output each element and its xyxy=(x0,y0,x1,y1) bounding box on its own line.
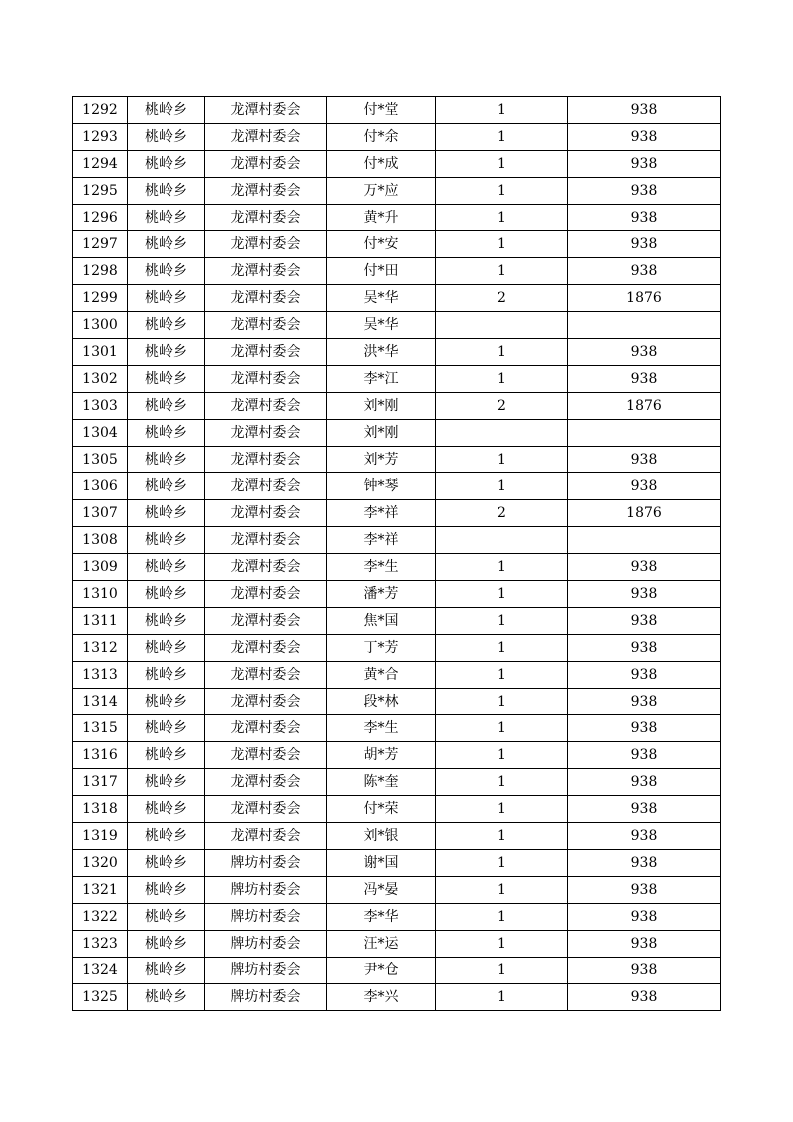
village-committee-cell: 龙潭村委会 xyxy=(205,823,327,850)
township-cell: 桃岭乡 xyxy=(128,930,205,957)
township-cell: 桃岭乡 xyxy=(128,796,205,823)
row-number-cell: 1308 xyxy=(73,527,128,554)
table-row xyxy=(73,688,721,715)
village-committee-cell: 龙潭村委会 xyxy=(205,123,327,150)
row-number-cell: 1301 xyxy=(73,339,128,366)
township-cell: 桃岭乡 xyxy=(128,500,205,527)
row-number-cell: 1320 xyxy=(73,849,128,876)
amount-cell: 938 xyxy=(568,823,721,850)
village-committee-cell: 龙潭村委会 xyxy=(205,500,327,527)
name-cell: 冯*晏 xyxy=(327,876,436,903)
name-cell: 付*堂 xyxy=(327,97,436,124)
table-row xyxy=(73,957,721,984)
row-number-cell: 1316 xyxy=(73,742,128,769)
village-committee-cell: 龙潭村委会 xyxy=(205,607,327,634)
amount-cell: 938 xyxy=(568,903,721,930)
name-cell: 胡*芳 xyxy=(327,742,436,769)
row-number-cell: 1293 xyxy=(73,123,128,150)
amount-cell: 938 xyxy=(568,930,721,957)
count-cell xyxy=(436,312,568,339)
table-row xyxy=(73,984,721,1011)
subsidy-table xyxy=(72,96,721,1011)
count-cell: 2 xyxy=(436,285,568,312)
village-committee-cell: 龙潭村委会 xyxy=(205,231,327,258)
count-cell: 1 xyxy=(436,339,568,366)
table-row xyxy=(73,419,721,446)
village-committee-cell: 龙潭村委会 xyxy=(205,365,327,392)
village-committee-cell: 龙潭村委会 xyxy=(205,742,327,769)
table-row xyxy=(73,769,721,796)
amount-cell xyxy=(568,527,721,554)
village-committee-cell: 龙潭村委会 xyxy=(205,177,327,204)
table-row xyxy=(73,500,721,527)
township-cell: 桃岭乡 xyxy=(128,419,205,446)
row-number-cell: 1311 xyxy=(73,607,128,634)
amount-cell: 938 xyxy=(568,446,721,473)
count-cell: 1 xyxy=(436,769,568,796)
count-cell: 1 xyxy=(436,258,568,285)
count-cell: 1 xyxy=(436,97,568,124)
amount-cell: 938 xyxy=(568,607,721,634)
row-number-cell: 1322 xyxy=(73,903,128,930)
name-cell: 万*应 xyxy=(327,177,436,204)
row-number-cell: 1313 xyxy=(73,661,128,688)
village-committee-cell: 牌坊村委会 xyxy=(205,957,327,984)
row-number-cell: 1312 xyxy=(73,634,128,661)
name-cell: 李*兴 xyxy=(327,984,436,1011)
township-cell: 桃岭乡 xyxy=(128,581,205,608)
amount-cell: 938 xyxy=(568,876,721,903)
row-number-cell: 1306 xyxy=(73,473,128,500)
table-row xyxy=(73,823,721,850)
count-cell: 1 xyxy=(436,446,568,473)
township-cell: 桃岭乡 xyxy=(128,177,205,204)
township-cell: 桃岭乡 xyxy=(128,258,205,285)
count-cell: 1 xyxy=(436,123,568,150)
amount-cell: 938 xyxy=(568,984,721,1011)
table-row xyxy=(73,392,721,419)
table-body xyxy=(73,97,721,1011)
table-row xyxy=(73,150,721,177)
row-number-cell: 1325 xyxy=(73,984,128,1011)
name-cell: 付*荣 xyxy=(327,796,436,823)
township-cell: 桃岭乡 xyxy=(128,607,205,634)
table-row xyxy=(73,527,721,554)
township-cell: 桃岭乡 xyxy=(128,849,205,876)
name-cell: 刘*银 xyxy=(327,823,436,850)
name-cell: 李*江 xyxy=(327,365,436,392)
count-cell: 1 xyxy=(436,849,568,876)
amount-cell: 938 xyxy=(568,123,721,150)
village-committee-cell: 牌坊村委会 xyxy=(205,849,327,876)
name-cell: 吴*华 xyxy=(327,285,436,312)
count-cell: 1 xyxy=(436,150,568,177)
row-number-cell: 1324 xyxy=(73,957,128,984)
row-number-cell: 1305 xyxy=(73,446,128,473)
township-cell: 桃岭乡 xyxy=(128,661,205,688)
count-cell: 1 xyxy=(436,365,568,392)
township-cell: 桃岭乡 xyxy=(128,823,205,850)
count-cell: 1 xyxy=(436,177,568,204)
village-committee-cell: 龙潭村委会 xyxy=(205,204,327,231)
table-row xyxy=(73,231,721,258)
village-committee-cell: 龙潭村委会 xyxy=(205,715,327,742)
village-committee-cell: 龙潭村委会 xyxy=(205,661,327,688)
row-number-cell: 1294 xyxy=(73,150,128,177)
village-committee-cell: 龙潭村委会 xyxy=(205,554,327,581)
count-cell: 1 xyxy=(436,715,568,742)
township-cell: 桃岭乡 xyxy=(128,97,205,124)
name-cell: 李*华 xyxy=(327,903,436,930)
count-cell: 1 xyxy=(436,231,568,258)
village-committee-cell: 龙潭村委会 xyxy=(205,392,327,419)
village-committee-cell: 龙潭村委会 xyxy=(205,688,327,715)
township-cell: 桃岭乡 xyxy=(128,204,205,231)
name-cell: 丁*芳 xyxy=(327,634,436,661)
count-cell: 1 xyxy=(436,473,568,500)
row-number-cell: 1318 xyxy=(73,796,128,823)
township-cell: 桃岭乡 xyxy=(128,742,205,769)
table-row xyxy=(73,661,721,688)
row-number-cell: 1295 xyxy=(73,177,128,204)
row-number-cell: 1302 xyxy=(73,365,128,392)
name-cell: 汪*运 xyxy=(327,930,436,957)
count-cell: 1 xyxy=(436,607,568,634)
name-cell: 钟*琴 xyxy=(327,473,436,500)
village-committee-cell: 龙潭村委会 xyxy=(205,527,327,554)
amount-cell: 938 xyxy=(568,742,721,769)
amount-cell: 938 xyxy=(568,258,721,285)
table-row xyxy=(73,312,721,339)
amount-cell: 938 xyxy=(568,473,721,500)
table-row xyxy=(73,473,721,500)
township-cell: 桃岭乡 xyxy=(128,876,205,903)
village-committee-cell: 龙潭村委会 xyxy=(205,97,327,124)
table-row xyxy=(73,204,721,231)
village-committee-cell: 龙潭村委会 xyxy=(205,258,327,285)
name-cell: 付*田 xyxy=(327,258,436,285)
township-cell: 桃岭乡 xyxy=(128,231,205,258)
amount-cell xyxy=(568,419,721,446)
village-committee-cell: 牌坊村委会 xyxy=(205,876,327,903)
row-number-cell: 1307 xyxy=(73,500,128,527)
village-committee-cell: 龙潭村委会 xyxy=(205,446,327,473)
village-committee-cell: 牌坊村委会 xyxy=(205,984,327,1011)
row-number-cell: 1321 xyxy=(73,876,128,903)
township-cell: 桃岭乡 xyxy=(128,365,205,392)
name-cell: 黄*合 xyxy=(327,661,436,688)
name-cell: 潘*芳 xyxy=(327,581,436,608)
name-cell: 尹*仓 xyxy=(327,957,436,984)
amount-cell: 938 xyxy=(568,150,721,177)
amount-cell: 938 xyxy=(568,231,721,258)
amount-cell: 1876 xyxy=(568,285,721,312)
name-cell: 付*余 xyxy=(327,123,436,150)
row-number-cell: 1304 xyxy=(73,419,128,446)
township-cell: 桃岭乡 xyxy=(128,554,205,581)
count-cell: 1 xyxy=(436,957,568,984)
name-cell: 刘*芳 xyxy=(327,446,436,473)
name-cell: 黄*升 xyxy=(327,204,436,231)
row-number-cell: 1298 xyxy=(73,258,128,285)
row-number-cell: 1317 xyxy=(73,769,128,796)
village-committee-cell: 龙潭村委会 xyxy=(205,285,327,312)
amount-cell: 938 xyxy=(568,339,721,366)
amount-cell: 938 xyxy=(568,634,721,661)
table-row xyxy=(73,581,721,608)
count-cell: 1 xyxy=(436,876,568,903)
count-cell: 1 xyxy=(436,554,568,581)
count-cell: 2 xyxy=(436,392,568,419)
village-committee-cell: 龙潭村委会 xyxy=(205,150,327,177)
township-cell: 桃岭乡 xyxy=(128,392,205,419)
row-number-cell: 1309 xyxy=(73,554,128,581)
amount-cell: 938 xyxy=(568,849,721,876)
amount-cell: 938 xyxy=(568,97,721,124)
township-cell: 桃岭乡 xyxy=(128,150,205,177)
amount-cell: 938 xyxy=(568,796,721,823)
count-cell: 1 xyxy=(436,903,568,930)
amount-cell: 938 xyxy=(568,554,721,581)
name-cell: 谢*国 xyxy=(327,849,436,876)
village-committee-cell: 龙潭村委会 xyxy=(205,339,327,366)
table-row xyxy=(73,930,721,957)
village-committee-cell: 龙潭村委会 xyxy=(205,769,327,796)
amount-cell xyxy=(568,312,721,339)
name-cell: 李*祥 xyxy=(327,500,436,527)
count-cell: 1 xyxy=(436,742,568,769)
row-number-cell: 1292 xyxy=(73,97,128,124)
name-cell: 洪*华 xyxy=(327,339,436,366)
name-cell: 付*成 xyxy=(327,150,436,177)
table-row xyxy=(73,285,721,312)
township-cell: 桃岭乡 xyxy=(128,473,205,500)
table-row xyxy=(73,634,721,661)
amount-cell: 938 xyxy=(568,957,721,984)
count-cell: 1 xyxy=(436,984,568,1011)
table-row xyxy=(73,365,721,392)
name-cell: 刘*刚 xyxy=(327,419,436,446)
row-number-cell: 1297 xyxy=(73,231,128,258)
row-number-cell: 1319 xyxy=(73,823,128,850)
amount-cell: 938 xyxy=(568,769,721,796)
name-cell: 陈*奎 xyxy=(327,769,436,796)
amount-cell: 938 xyxy=(568,581,721,608)
count-cell: 1 xyxy=(436,204,568,231)
name-cell: 段*林 xyxy=(327,688,436,715)
name-cell: 吴*华 xyxy=(327,312,436,339)
row-number-cell: 1315 xyxy=(73,715,128,742)
village-committee-cell: 龙潭村委会 xyxy=(205,473,327,500)
table-row xyxy=(73,446,721,473)
table-row xyxy=(73,849,721,876)
count-cell: 1 xyxy=(436,661,568,688)
count-cell: 1 xyxy=(436,581,568,608)
name-cell: 付*安 xyxy=(327,231,436,258)
name-cell: 李*祥 xyxy=(327,527,436,554)
table-row xyxy=(73,903,721,930)
amount-cell: 938 xyxy=(568,688,721,715)
count-cell: 2 xyxy=(436,500,568,527)
table-row xyxy=(73,554,721,581)
township-cell: 桃岭乡 xyxy=(128,446,205,473)
count-cell: 1 xyxy=(436,930,568,957)
name-cell: 李*生 xyxy=(327,715,436,742)
table-row xyxy=(73,796,721,823)
count-cell: 1 xyxy=(436,688,568,715)
village-committee-cell: 龙潭村委会 xyxy=(205,419,327,446)
amount-cell: 938 xyxy=(568,715,721,742)
table-row xyxy=(73,876,721,903)
row-number-cell: 1323 xyxy=(73,930,128,957)
row-number-cell: 1299 xyxy=(73,285,128,312)
township-cell: 桃岭乡 xyxy=(128,312,205,339)
table-row xyxy=(73,123,721,150)
row-number-cell: 1310 xyxy=(73,581,128,608)
township-cell: 桃岭乡 xyxy=(128,957,205,984)
count-cell xyxy=(436,527,568,554)
village-committee-cell: 龙潭村委会 xyxy=(205,796,327,823)
count-cell: 1 xyxy=(436,823,568,850)
township-cell: 桃岭乡 xyxy=(128,688,205,715)
name-cell: 李*生 xyxy=(327,554,436,581)
village-committee-cell: 龙潭村委会 xyxy=(205,634,327,661)
table-row xyxy=(73,742,721,769)
village-committee-cell: 牌坊村委会 xyxy=(205,930,327,957)
amount-cell: 938 xyxy=(568,661,721,688)
township-cell: 桃岭乡 xyxy=(128,903,205,930)
table-row xyxy=(73,97,721,124)
row-number-cell: 1296 xyxy=(73,204,128,231)
amount-cell: 938 xyxy=(568,177,721,204)
township-cell: 桃岭乡 xyxy=(128,984,205,1011)
township-cell: 桃岭乡 xyxy=(128,715,205,742)
count-cell: 1 xyxy=(436,796,568,823)
row-number-cell: 1300 xyxy=(73,312,128,339)
table-row xyxy=(73,258,721,285)
table-row xyxy=(73,715,721,742)
village-committee-cell: 龙潭村委会 xyxy=(205,312,327,339)
count-cell: 1 xyxy=(436,634,568,661)
amount-cell: 938 xyxy=(568,365,721,392)
count-cell xyxy=(436,419,568,446)
township-cell: 桃岭乡 xyxy=(128,123,205,150)
township-cell: 桃岭乡 xyxy=(128,634,205,661)
amount-cell: 1876 xyxy=(568,500,721,527)
township-cell: 桃岭乡 xyxy=(128,769,205,796)
row-number-cell: 1303 xyxy=(73,392,128,419)
township-cell: 桃岭乡 xyxy=(128,339,205,366)
table-row xyxy=(73,177,721,204)
village-committee-cell: 牌坊村委会 xyxy=(205,903,327,930)
village-committee-cell: 龙潭村委会 xyxy=(205,581,327,608)
amount-cell: 938 xyxy=(568,204,721,231)
name-cell: 焦*国 xyxy=(327,607,436,634)
township-cell: 桃岭乡 xyxy=(128,527,205,554)
row-number-cell: 1314 xyxy=(73,688,128,715)
township-cell: 桃岭乡 xyxy=(128,285,205,312)
amount-cell: 1876 xyxy=(568,392,721,419)
table-row xyxy=(73,607,721,634)
name-cell: 刘*刚 xyxy=(327,392,436,419)
table-row xyxy=(73,339,721,366)
